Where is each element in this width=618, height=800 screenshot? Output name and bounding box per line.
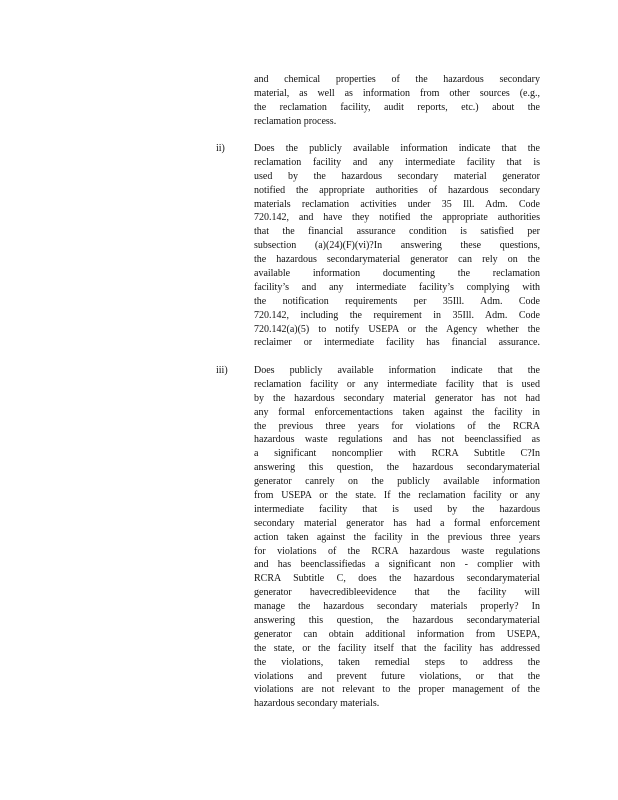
text-line: notified the appropriate authorities of hazardous secondary [254, 184, 540, 196]
text-line: violations and prevent future violations, or that the [254, 670, 540, 682]
paragraph-body [254, 142, 540, 350]
text-line: the state, or the facility itself that the facility has addressed [254, 642, 540, 654]
text-line: the hazardous secondarymaterial generator can rely on the [254, 254, 540, 266]
item-label: ii) [216, 143, 225, 154]
text-line: the violations, taken remedial steps to address the [254, 656, 540, 668]
text-line: generator can obtain additional information from USEPA, [254, 628, 540, 640]
text-line: reclaimer or intermediate facility has financial assurance. [254, 337, 540, 349]
text-line: action taken against the facility in the previous three years [254, 531, 540, 543]
text-line: and chemical properties of the hazardous secondary [254, 74, 540, 85]
text-line: hazardous waste regulations and has not beenclassified as [254, 434, 540, 446]
text-line: available information documenting the reclamation [254, 268, 540, 280]
text-line: reclamation facility and any intermediate facility that is [254, 156, 540, 168]
text-line: violations are not relevant to the proper management of the [254, 684, 540, 696]
text-line: materials reclamation activities under 35 Ill. Adm. Code [254, 198, 540, 210]
text-line: facility’s and any intermediate facility’s complying with [254, 281, 540, 293]
text-line: answering this question, the hazardous secondarymaterial [254, 462, 540, 474]
text-line: intermediate facility that is used by the hazardous [254, 503, 540, 515]
text-line: and has beenclassifiedas a significant non - complier with [254, 559, 540, 571]
text-line: used by the hazardous secondary material generator [254, 170, 540, 182]
text-line: manage the hazardous secondary materials properly? In [254, 601, 540, 613]
text-line: 720.142, and have they notified the appropriate authorities [254, 212, 540, 224]
text-line: Does the publicly available information indicate that the [254, 143, 540, 154]
text-line: for violations of the RCRA hazardous waste regulations [254, 545, 540, 557]
text-line: the notification requirements per 35Ill. Adm. Code [254, 295, 540, 307]
text-line: that the financial assurance condition is satisfied per [254, 226, 540, 238]
text-line: answering this question, the hazardous secondarymaterial [254, 615, 540, 627]
text-line: generator canrely on the publicly available information [254, 476, 540, 488]
paragraph-body [254, 73, 540, 129]
item-label: iii) [216, 365, 228, 376]
text-line: Does publicly available information indicate that the [254, 365, 540, 376]
text-line: reclamation process. [254, 115, 337, 127]
text-line: 720.142, including the requirement in 35Ill. Adm. Code [254, 309, 540, 321]
text-line: RCRA Subtitle C, does the hazardous secondarymaterial [254, 573, 540, 585]
text-line: material, as well as information from other sources (e.g., [254, 87, 540, 99]
text-line: reclamation facility or any intermediate facility that is used [254, 378, 540, 390]
text-line: from USEPA or the state. If the reclamation facility or any [254, 490, 540, 502]
text-line: any formal enforcementactions taken against the facility in [254, 406, 540, 418]
text-line: subsection (a)(24)(F)(vi)?In answering these questions, [254, 240, 540, 252]
text-line: secondary material generator has had a formal enforcement [254, 517, 540, 529]
text-line: generator havecredibleevidence that the facility will [254, 587, 540, 599]
text-line: a significant noncomplier with RCRA Subtitle C?In [254, 448, 540, 460]
text-line: the previous three years for violations of the RCRA [254, 420, 540, 432]
text-line: 720.142(a)(5) to notify USEPA or the Agency whether the [254, 323, 540, 335]
paragraph-body [254, 364, 540, 711]
text-line: the reclamation facility, audit reports, etc.) about the [254, 101, 540, 113]
text-line: by the hazardous secondary material generator has not had [254, 392, 540, 404]
text-line: hazardous secondary materials. [254, 698, 380, 710]
